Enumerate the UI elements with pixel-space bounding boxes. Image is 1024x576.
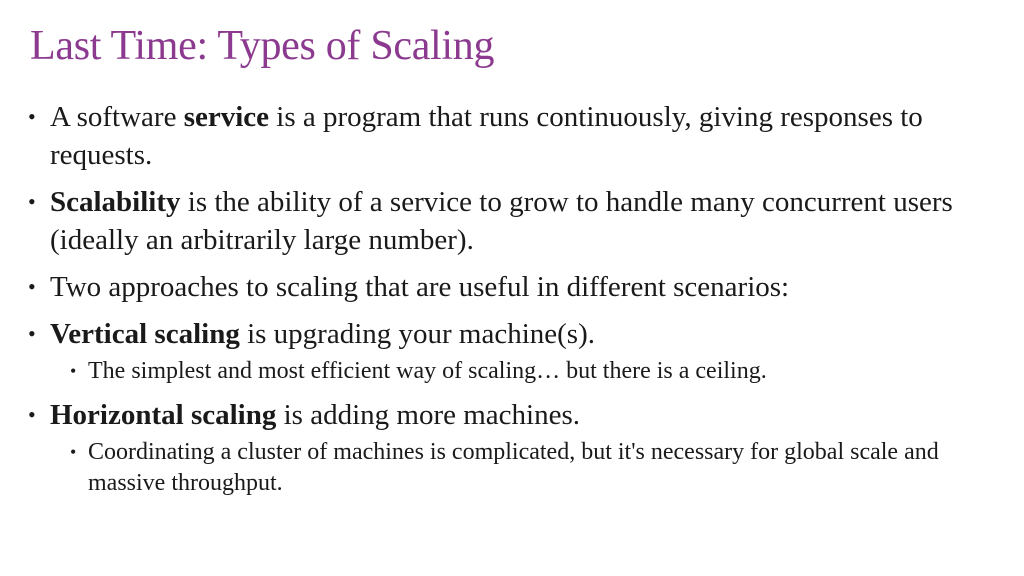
bullet-dot-icon: • [28, 274, 36, 299]
bullet-term: Scalability [50, 186, 181, 218]
slide-body [28, 98, 988, 508]
bullet-dot-icon: • [28, 321, 36, 346]
bullet-term: service [183, 101, 270, 133]
bullet-dot-icon: • [28, 402, 36, 427]
bullet-scalability [28, 183, 988, 259]
bullet-text: Two approaches to scaling that are useful in different scenarios: [50, 271, 790, 303]
sub-bullet-horizontal [28, 437, 988, 499]
slide-title: Last Time: Types of Scaling [30, 23, 495, 69]
bullet-text-post: is the ability of a service to grow to handle many concurrent users (ideally an arbitrarily large number). [50, 186, 953, 256]
bullet-service [28, 98, 988, 174]
bullet-dot-icon: • [28, 104, 36, 129]
sub-bullet-text: The simplest and most efficient way of scaling… but there is a ceiling. [88, 358, 767, 384]
bullet-dot-icon: • [28, 189, 36, 214]
bullet-text-post: is upgrading your machine(s). [239, 318, 595, 350]
bullet-term: Vertical scaling [50, 318, 240, 350]
sub-bullet-text: Coordinating a cluster of machines is complicated, but it's necessary for global scale and massive throughput. [88, 439, 939, 496]
bullet-two-approaches [28, 268, 988, 306]
bullet-text-post: is adding more machines. [276, 399, 580, 431]
sub-bullet-dot-icon: • [70, 361, 77, 381]
bullet-text-post: is a program that runs continuously, giving responses to requests. [50, 101, 923, 171]
bullet-text-pre: A software [50, 101, 184, 133]
bullet-horizontal-scaling [28, 396, 988, 434]
bullet-term: Horizontal scaling [50, 399, 277, 431]
sub-bullet-dot-icon: • [70, 442, 77, 462]
bullet-vertical-scaling [28, 315, 988, 353]
sub-bullet-vertical [28, 356, 988, 387]
